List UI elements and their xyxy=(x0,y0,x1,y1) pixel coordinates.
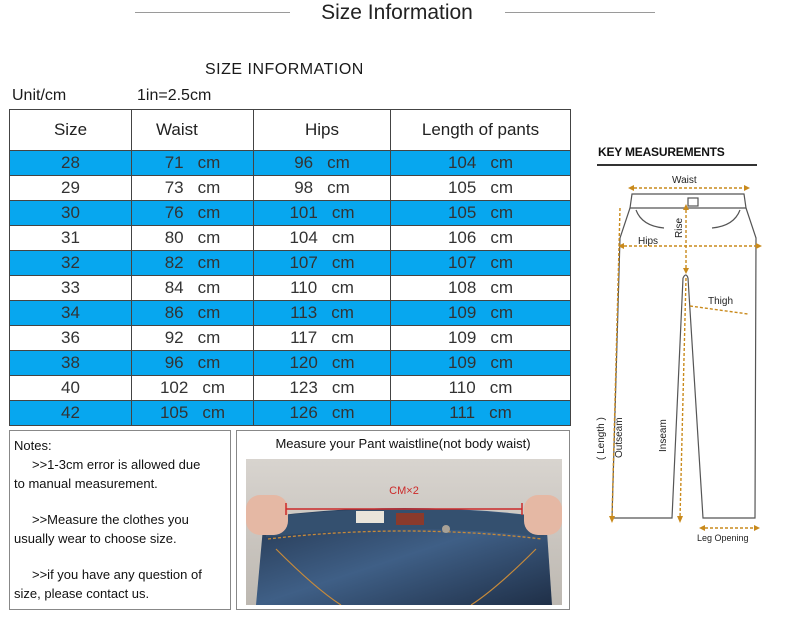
table-row xyxy=(10,201,571,226)
waist-cell-value: 105 xyxy=(159,403,189,422)
waist-cell-value: 92 xyxy=(164,328,184,347)
hips-cell-value: 113 xyxy=(290,303,318,322)
column-header-length: Length of pants xyxy=(391,110,571,151)
page-title: Size Information xyxy=(321,1,473,24)
size-cell xyxy=(10,226,132,251)
key-measurements-title: KEY MEASUREMENTS xyxy=(598,145,725,159)
waist-cell xyxy=(132,226,254,251)
waist-cell xyxy=(132,301,254,326)
length-cell-value: 105 xyxy=(447,178,477,197)
length-cell xyxy=(391,326,571,351)
hips-cell-unit: cm xyxy=(331,378,355,397)
length-cell-unit: cm xyxy=(490,178,514,197)
waist-cell xyxy=(132,376,254,401)
waist-cell-unit: cm xyxy=(197,178,221,197)
hips-cell-unit: cm xyxy=(327,178,350,197)
table-row xyxy=(10,351,571,376)
length-cell-value: 108 xyxy=(447,278,477,297)
hips-cell xyxy=(254,201,391,226)
waist-cell xyxy=(132,201,254,226)
hips-cell-value: 123 xyxy=(289,378,318,397)
length-cell-unit: cm xyxy=(490,253,514,272)
length-cell xyxy=(391,401,571,426)
waist-cell-value: 82 xyxy=(164,253,184,272)
waist-cell xyxy=(132,351,254,376)
waist-cell xyxy=(132,401,254,426)
note-3-line-1: >>if you have any question of xyxy=(32,567,202,582)
hips-cell-unit: cm xyxy=(331,328,354,347)
hips-cell-value: 96 xyxy=(294,153,314,172)
length-cell-unit: cm xyxy=(490,228,514,247)
size-cell-value: 40 xyxy=(61,378,80,397)
waist-cell xyxy=(132,176,254,201)
waist-cell-unit: cm xyxy=(197,153,221,172)
label-leg-opening: Leg Opening xyxy=(697,533,749,543)
hips-cell xyxy=(254,276,391,301)
waist-cell-value: 73 xyxy=(164,178,184,197)
waist-cell-unit: cm xyxy=(202,378,226,397)
length-cell-value: 104 xyxy=(447,153,477,172)
length-cell xyxy=(391,301,571,326)
size-cell-value: 31 xyxy=(61,228,80,247)
hips-cell xyxy=(254,401,391,426)
note-3-line-2: size, please contact us. xyxy=(14,586,150,601)
table-row xyxy=(10,251,571,276)
length-cell-unit: cm xyxy=(489,403,512,422)
label-waist: Waist xyxy=(672,175,697,186)
header-line-right xyxy=(505,12,655,13)
waist-cell-value: 76 xyxy=(164,203,184,222)
length-cell xyxy=(391,201,571,226)
jeans-waist-photo xyxy=(246,459,562,605)
hips-cell-value: 120 xyxy=(289,353,318,372)
note-2-line-2: usually wear to choose size. xyxy=(14,531,177,546)
notes-box xyxy=(9,430,231,610)
size-cell xyxy=(10,201,132,226)
waist-cell-unit: cm xyxy=(197,353,221,372)
table-row xyxy=(10,151,571,176)
length-cell-value: 111 xyxy=(449,403,476,422)
photo-title: Measure your Pant waistline(not body waist) xyxy=(275,436,531,451)
column-header-hips: Hips xyxy=(254,110,391,151)
conversion-label: 1in=2.5cm xyxy=(137,87,212,104)
hips-cell xyxy=(254,326,391,351)
length-cell-unit: cm xyxy=(490,203,514,222)
hips-cell-unit: cm xyxy=(331,403,355,422)
waist-cell xyxy=(132,276,254,301)
hips-cell-value: 107 xyxy=(289,253,318,272)
label-length: ( Length ) xyxy=(596,417,607,460)
label-thigh: Thigh xyxy=(708,296,734,307)
hips-cell-unit: cm xyxy=(327,153,350,172)
length-cell-unit: cm xyxy=(490,153,514,172)
size-cell xyxy=(10,276,132,301)
size-cell-value: 42 xyxy=(61,403,80,422)
header-line-left xyxy=(135,12,290,13)
waist-cell-value: 96 xyxy=(164,353,184,372)
size-table-body xyxy=(10,151,571,426)
hips-cell-unit: cm xyxy=(331,303,354,322)
hips-cell xyxy=(254,226,391,251)
table-title: SIZE INFORMATION xyxy=(205,61,364,78)
length-cell xyxy=(391,276,571,301)
length-cell-unit: cm xyxy=(490,328,514,347)
waist-cell-unit: cm xyxy=(197,228,221,247)
hips-cell-value: 110 xyxy=(290,278,318,297)
length-cell xyxy=(391,151,571,176)
hips-cell-value: 104 xyxy=(289,228,318,247)
length-cell-value: 110 xyxy=(448,378,476,397)
hips-cell-unit: cm xyxy=(331,253,355,272)
hips-cell xyxy=(254,301,391,326)
length-cell xyxy=(391,376,571,401)
table-row xyxy=(10,401,571,426)
waist-cell-value: 102 xyxy=(159,378,189,397)
hips-cell xyxy=(254,176,391,201)
unit-label: Unit/cm xyxy=(12,87,67,104)
table-header-row xyxy=(10,110,571,151)
size-cell-value: 33 xyxy=(61,278,80,297)
waist-cell-value: 84 xyxy=(164,278,184,297)
notes-heading: Notes: xyxy=(14,438,52,453)
hips-cell xyxy=(254,351,391,376)
column-header-waist: Waist xyxy=(132,110,254,151)
length-cell-value: 109 xyxy=(447,328,477,347)
waist-cell xyxy=(132,251,254,276)
size-cell xyxy=(10,351,132,376)
key-title-underline xyxy=(597,164,757,166)
size-cell-value: 32 xyxy=(61,253,80,272)
waist-cell-value: 86 xyxy=(164,303,184,322)
size-cell-value: 29 xyxy=(61,178,80,197)
size-cell-value: 34 xyxy=(61,303,80,322)
waistline-photo-box xyxy=(236,430,570,610)
hips-cell xyxy=(254,376,391,401)
column-header-size: Size xyxy=(10,110,132,151)
pants-diagram xyxy=(580,168,790,558)
table-row xyxy=(10,376,571,401)
length-cell-unit: cm xyxy=(490,278,514,297)
size-cell xyxy=(10,251,132,276)
hips-cell-unit: cm xyxy=(331,203,355,222)
photo-annotation: CM×2 xyxy=(389,485,419,497)
waist-cell-value: 80 xyxy=(164,228,184,247)
hips-cell-unit: cm xyxy=(331,228,355,247)
length-cell-value: 105 xyxy=(447,203,477,222)
length-cell-value: 106 xyxy=(447,228,477,247)
waist-cell xyxy=(132,151,254,176)
hips-cell-unit: cm xyxy=(331,353,355,372)
length-cell xyxy=(391,176,571,201)
hips-cell xyxy=(254,151,391,176)
size-table xyxy=(9,109,571,426)
waist-cell xyxy=(132,326,254,351)
waist-cell-unit: cm xyxy=(197,203,221,222)
length-cell-unit: cm xyxy=(490,353,514,372)
label-inseam: Inseam xyxy=(658,419,669,452)
length-cell-value: 109 xyxy=(447,353,477,372)
table-row xyxy=(10,226,571,251)
note-1-line-2: to manual measurement. xyxy=(14,476,158,491)
hips-cell-value: 98 xyxy=(294,178,314,197)
waist-cell-unit: cm xyxy=(197,253,221,272)
table-row xyxy=(10,326,571,351)
hips-cell-unit: cm xyxy=(331,278,354,297)
table-row xyxy=(10,276,571,301)
length-cell xyxy=(391,226,571,251)
size-cell xyxy=(10,401,132,426)
hips-cell xyxy=(254,251,391,276)
hips-cell-value: 117 xyxy=(290,328,318,347)
note-2-line-1: >>Measure the clothes you xyxy=(32,512,189,527)
length-cell xyxy=(391,251,571,276)
size-cell xyxy=(10,376,132,401)
note-1-line-1: >>1-3cm error is allowed due xyxy=(32,457,201,472)
hips-cell-value: 101 xyxy=(289,203,318,222)
length-cell-unit: cm xyxy=(489,378,513,397)
size-cell xyxy=(10,176,132,201)
length-cell-value: 107 xyxy=(447,253,477,272)
waist-cell-unit: cm xyxy=(202,403,226,422)
length-cell-unit: cm xyxy=(490,303,514,322)
size-cell xyxy=(10,301,132,326)
size-cell-value: 38 xyxy=(61,353,80,372)
size-cell-value: 30 xyxy=(61,203,80,222)
length-cell-value: 109 xyxy=(447,303,477,322)
size-cell-value: 36 xyxy=(61,328,80,347)
waist-cell-unit: cm xyxy=(197,328,221,347)
label-rise: Rise xyxy=(674,217,685,238)
size-cell-value: 28 xyxy=(61,153,80,172)
waist-cell-value: 71 xyxy=(164,153,184,172)
length-cell xyxy=(391,351,571,376)
hips-cell-value: 126 xyxy=(289,403,318,422)
size-cell xyxy=(10,326,132,351)
waist-cell-unit: cm xyxy=(197,278,221,297)
label-hips: Hips xyxy=(638,236,659,247)
waist-cell-unit: cm xyxy=(197,303,221,322)
label-outseam: Outseam xyxy=(614,417,625,458)
size-cell xyxy=(10,151,132,176)
table-row xyxy=(10,301,571,326)
table-row xyxy=(10,176,571,201)
